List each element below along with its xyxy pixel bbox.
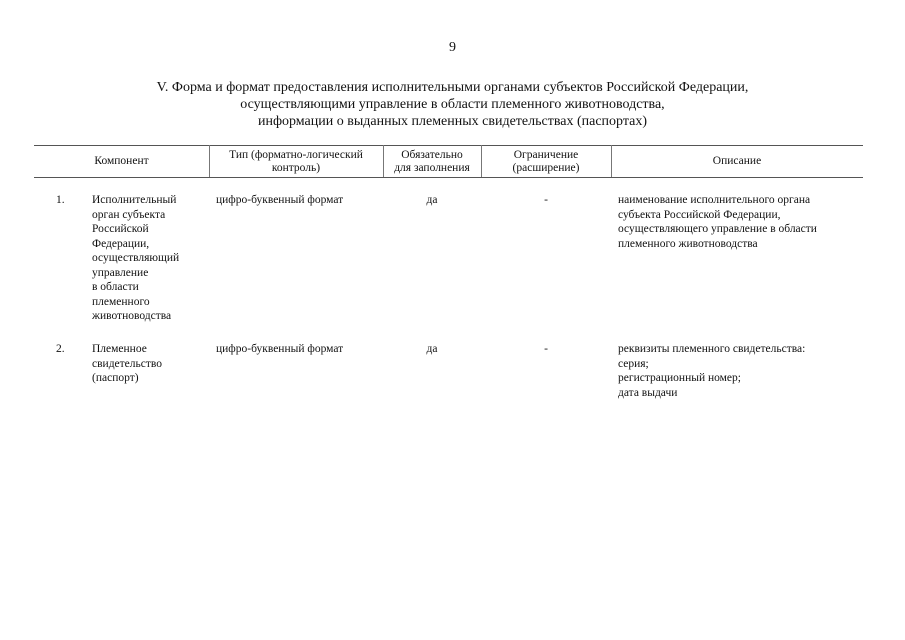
row-1-limit: - xyxy=(544,194,548,206)
row-2-description: реквизиты племенного свидетельства: серия; регистрационный номер; дата выдачи xyxy=(618,343,806,399)
section-title-line-2: осуществляющими управление в области племенного животноводства, xyxy=(240,97,665,112)
row-2-type: цифро-буквенный формат xyxy=(216,343,344,355)
header-description: Описание xyxy=(712,155,762,167)
row-1-number: 1. xyxy=(56,194,65,206)
header-limit-line-2: (расширение) xyxy=(512,161,580,174)
header-limit xyxy=(481,146,611,177)
section-title xyxy=(0,79,905,130)
header-type-line-2: контроль) xyxy=(271,161,321,174)
header-required xyxy=(383,146,481,177)
section-title-line-1: V. Форма и формат предоставления исполнительными органами субъектов Российской Федерации, xyxy=(156,80,749,95)
row-1-description: наименование исполнительного органа субъекта Российской Федерации, осуществляющего управление в области племенного животноводства xyxy=(618,194,817,250)
header-limit-line-1: Ограничение xyxy=(513,148,579,161)
row-2-required: да xyxy=(426,343,438,355)
header-component: Компонент xyxy=(94,155,149,167)
section-title-line-3: информации о выданных племенных свидетельствах (паспортах) xyxy=(257,114,648,129)
header-required-line-1: Обязательно xyxy=(401,148,463,161)
header-required-line-2: для заполнения xyxy=(394,161,470,174)
page-number: 9 xyxy=(449,40,456,55)
row-1-component: Исполнительный орган субъекта Российской Федерации, осуществляющий управление в области племенного животноводства xyxy=(92,194,180,322)
header-type xyxy=(209,146,383,177)
table-header-bottom-rule xyxy=(34,177,863,178)
header-type-line-1: Тип (форматно-логический xyxy=(229,148,363,161)
row-1-required: да xyxy=(426,194,438,206)
row-2-component: Племенное свидетельство (паспорт) xyxy=(92,343,162,384)
row-1-type: цифро-буквенный формат xyxy=(216,194,344,206)
row-2-limit: - xyxy=(544,343,548,355)
row-2-number: 2. xyxy=(56,343,65,355)
